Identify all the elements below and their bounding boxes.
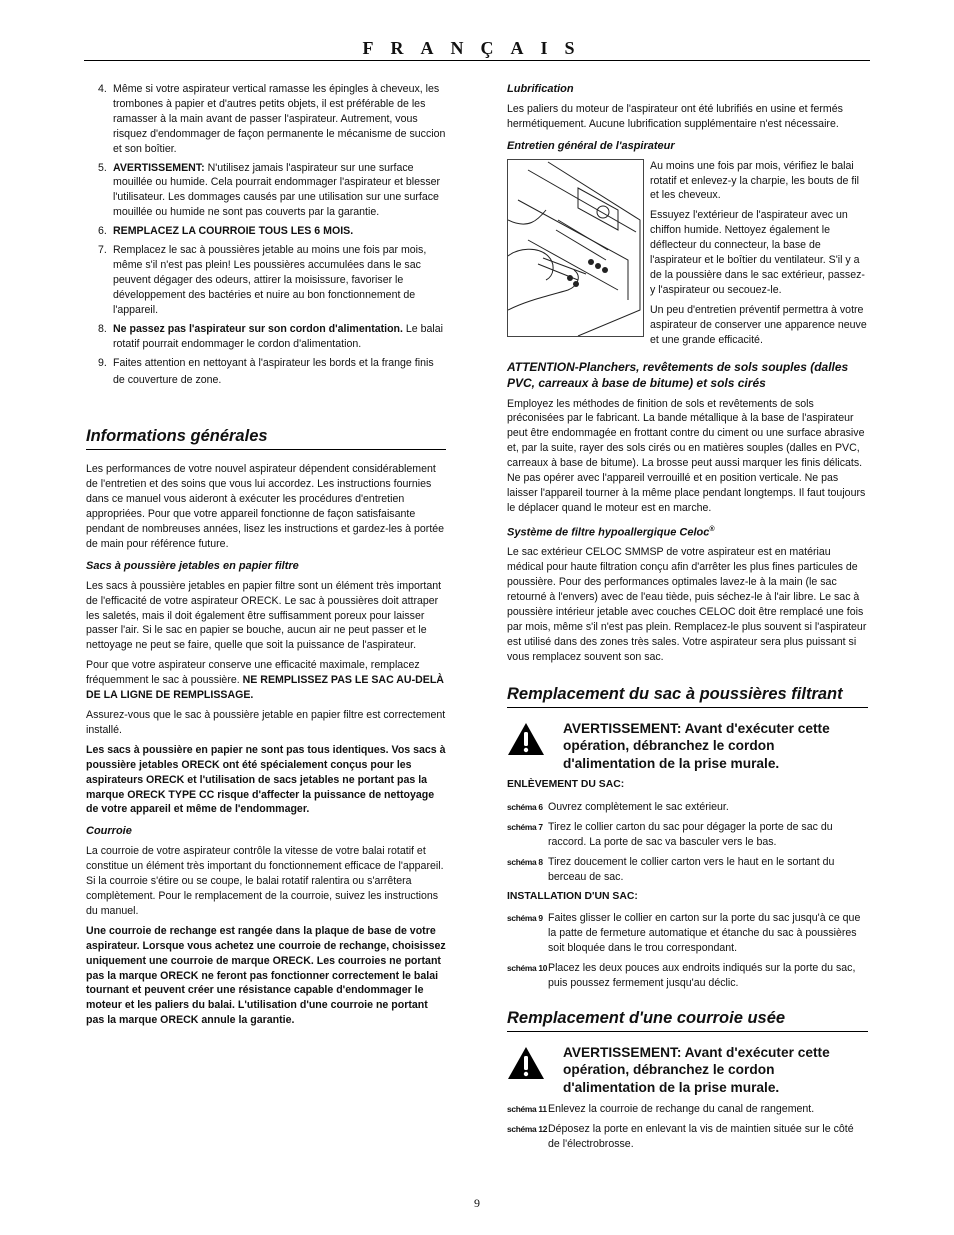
paragraph: Essuyez l'extérieur de l'aspirateur avec un chiffon humide. Nettoyez également le déflecteur du connecteur, la base de l'aspirateur et le boîtier du ventilateur. S'il y a de la poussière dans le sac extérieur, passez-y l'aspirateur ou secouez-le. xyxy=(650,209,865,296)
section-title-sac: Remplacement du sac à poussières filtrant xyxy=(507,684,868,708)
list-item: 6. REMPLACEZ LA COURROIE TOUS LES 6 MOIS. xyxy=(98,225,354,238)
paragraph: Employez les méthodes de finition de sols et revêtements de sols préconisées par le fabricant. La bande métallique à la base de l'aspirateur peut être endommagée en frottant contre du ciment ou une surface abrasive et, par la suite, rayer des sols cirés ou en matières souples (dalles en PVC, carreaux à base de bitume). La brosse peut aussi marquer les finis délicats. Ne pas opérer avec l'appareil verrouillé et en position verticale. Ne pas laisser l'appareil tourner à la même place pendant longtemps. Il faut toujours le déplacer quand le moteur est en marche. xyxy=(507,397,866,514)
warning-triangle-icon xyxy=(507,722,545,756)
step-row: schéma 8 Tirez doucement le collier carton vers le haut en le sortant du berceau de sac. xyxy=(507,855,835,883)
step-label: schéma 6 xyxy=(507,801,543,812)
paragraph-bold: Une courroie de rechange est rangée dans la plaque de base de votre aspirateur. Lorsque vous achetez une courroie de rechange, choisissez uniquement une courroie de marque ORECK. Les courroies ne portant pas la marque ORECK ne feront pas fonctionner correctement le balai tournant et peuvent créer une résistance capable d'endommager le moteur et les paliers du balai. L'utilisation d'une courroie ne portant pas la marque ORECK annule la garantie. xyxy=(86,924,446,1027)
subsection-title-attention: ATTENTION-Planchers, revêtements de sols souples (dalles PVC, carreaux à base de bitume) et sols cirés xyxy=(507,359,849,390)
entretien-block xyxy=(507,159,868,353)
step-label: schéma 10 xyxy=(507,963,548,974)
steps-heading-installation: INSTALLATION D'UN SAC: xyxy=(507,890,638,902)
paragraph: Le sac extérieur CELOC SMMSP de votre aspirateur est en matériau médical pour haute filtration conçu afin d'arrêter les plus fines particules de poussière. Pour des performances optimales lavez-le à la main (le sac retourné à l'envers) avec de l'eau tiède, puis séchez-le à l'air libre. Le sac à poussière intérieur jetable avec couches CELOC doit être remplacé une fois par mois, même s'il n'est pas plein. Remplacez-le plus souvent si l'aspirateur est utilisé dans des zones très sales. Votre aspirateur sera plus puissant si vous remplacez souvent son sac. xyxy=(507,546,867,663)
vacuum-illustration xyxy=(507,159,644,337)
safety-list xyxy=(86,82,446,388)
step-row: schéma 12 Déposez la porte en enlevant la vis de maintien située sur le côté de l'électrobrosse. xyxy=(507,1123,854,1151)
subsection-title-sacs: Sacs à poussière jetables en papier filtre xyxy=(86,559,299,572)
list-item: 4. Même si votre aspirateur vertical ramasse les épingles à cheveux, les trombones à papier et d'autres petits objets, il est préférable de les ramasser à la main avant de passer l'aspirateur. Autrement, vous risquez d'endommager de façon permanente le mécanisme de succion et son boîtier. xyxy=(98,83,446,155)
paragraph: Les paliers du moteur de l'aspirateur ont été lubrifiés en usine et fermés hermétiquement. Aucune lubrification supplémentaire n'est nécessaire. xyxy=(507,102,843,130)
vacuum-brushroll-icon xyxy=(508,160,643,336)
list-item: 9. Faites attention en nettoyant à l'aspirateur les bords et la frange finis de couverture de zone. xyxy=(98,357,434,386)
paragraph: Les performances de votre nouvel aspirateur dépendent considérablement de l'entretien et des soins que vous lui accordez. Les instructions fournies dans ce manuel vous aideront à exécuter les procédures d'entretien appropriées. Pour que votre appareil fonctionne de façon satisfaisante pendant de nombreuses années, lisez les instructions et gardez-les à portée de main pour référence future. xyxy=(86,463,445,550)
step-row: schéma 7 Tirez le collier carton du sac pour dégager la porte de sac du raccord. La porte de sac va basculer vers le bas. xyxy=(507,820,833,848)
warning-triangle-icon xyxy=(507,1046,545,1080)
step-row: schéma 9 Faites glisser le collier en carton sur la porte du sac jusqu'à ce que la patte de fermeture automatique et étanche du sac à poussières soit bloquée dans le trou correspondant. xyxy=(507,912,861,955)
list-item: 7. Remplacez le sac à poussières jetable au moins une fois par mois, même s'il n'est pas plein! Les poussières accumulées dans le sac peuvent dégager des odeurs, attirer la moisissure, favoriser le développement des bactéries et nuire au bon fonctionnement de l'appareil. xyxy=(98,244,427,316)
paragraph: Les sacs à poussière jetables en papier filtre sont un élément très important de l'efficacité de votre aspirateur ORECK. Le sac à poussières doit attraper les saletés, mais il doit également être suffisamment poreux pour laisser passer l'air. Si le sac en papier se bouche, aucun air ne peut passer et le nettoyage ne peut se faire, quelle que soit la puissance de l'aspirateur. xyxy=(86,579,442,652)
step-row: schéma 10 Placez les deux pouces aux endroits indiqués sur la porte du sac, puis poussez fermement jusqu'au déclic. xyxy=(507,962,856,990)
left-column xyxy=(86,82,446,1033)
step-label: schéma 12 xyxy=(507,1124,548,1135)
paragraph: Un peu d'entretien préventif permettra à votre aspirateur de conserver une apparence neuve et une grande efficacité. xyxy=(650,303,867,346)
step-row: schéma 6 Ouvrez complètement le sac extérieur. xyxy=(507,800,729,813)
subsection-title-lubrification: Lubrification xyxy=(507,83,574,95)
list-item: 8. Ne passez pas l'aspirateur sur son cordon d'alimentation. Le balai rotatif pourrait endommager le cordon d'alimentation. xyxy=(98,322,444,350)
section-title-courroie: Remplacement d'une courroie usée xyxy=(507,1008,868,1032)
step-label: schéma 11 xyxy=(507,1104,547,1115)
warning-text: AVERTISSEMENT: Avant d'exécuter cette opération, débranchez le cordon d'alimentation de la prise murale. xyxy=(563,1044,830,1095)
right-column xyxy=(507,82,868,1157)
steps-heading-enlevement: ENLÈVEMENT DU SAC: xyxy=(507,779,625,791)
paragraph: Assurez-vous que le sac à poussière jetable en papier filtre est correctement installé. xyxy=(86,709,446,736)
subsection-title-entretien: Entretien général de l'aspirateur xyxy=(507,139,675,152)
paragraph: Au moins une fois par mois, vérifiez le balai rotatif et enlevez-y la charpie, les bouts de fil et les cheveux. xyxy=(650,159,860,202)
section-title-informations: Informations générales xyxy=(86,426,446,450)
warning-block xyxy=(507,1044,868,1097)
paragraph: Pour que votre aspirateur conserve une efficacité maximale, remplacez fréquemment le sac à poussière. NE REMPLISSEZ PAS LE SAC AU-DELÀ DE LA LIGNE DE REMPLISSAGE. xyxy=(86,659,444,702)
header-rule xyxy=(84,60,870,61)
warning-text: AVERTISSEMENT: Avant d'exécuter cette opération, débranchez le cordon d'alimentation de la prise murale. xyxy=(563,720,830,771)
step-label: schéma 7 xyxy=(507,821,543,832)
subsection-title-courroie: Courroie xyxy=(86,825,132,838)
page-header: FRANÇAIS xyxy=(362,38,592,58)
subsection-title-celoc: Système de filtre hypoallergique Celoc® xyxy=(507,525,715,539)
step-row: schéma 11 Enlevez la courroie de rechange du canal de rangement. xyxy=(507,1103,815,1116)
list-item: 5. AVERTISSEMENT: N'utilisez jamais l'aspirateur sur une surface mouillée ou humide. Cela pourrait endommager l'aspirateur et blesser l'utilisateur. Les dommages causés par une utilisation sur une surface mouillée ou humide ne sont pas couverts par la garantie. xyxy=(98,161,441,219)
paragraph: La courroie de votre aspirateur contrôle la vitesse de votre balai rotatif et constitue un élément très important du fonctionnement efficace de l'appareil. Si la courroie s'étire ou se coupe, le balai rotatif ralentira ou s'arrêtera complètement. Pour le remplacement de la courroie, suivez les instructions du manuel. xyxy=(86,845,444,917)
step-label: schéma 8 xyxy=(507,856,543,867)
paragraph-bold: Les sacs à poussière en papier ne sont pas tous identiques. Vos sacs à poussière jetables ORECK ont été spécialement conçus pour les aspirateurs ORECK et l'utilisation de sacs jetables ne portant pas la marque ORECK TYPE CC risque d'affecter la puissance de nettoyage de votre appareil et même de l'endommager. xyxy=(86,743,446,816)
warning-block xyxy=(507,720,868,773)
page-number: 9 xyxy=(474,1196,480,1210)
step-label: schéma 9 xyxy=(507,913,543,924)
